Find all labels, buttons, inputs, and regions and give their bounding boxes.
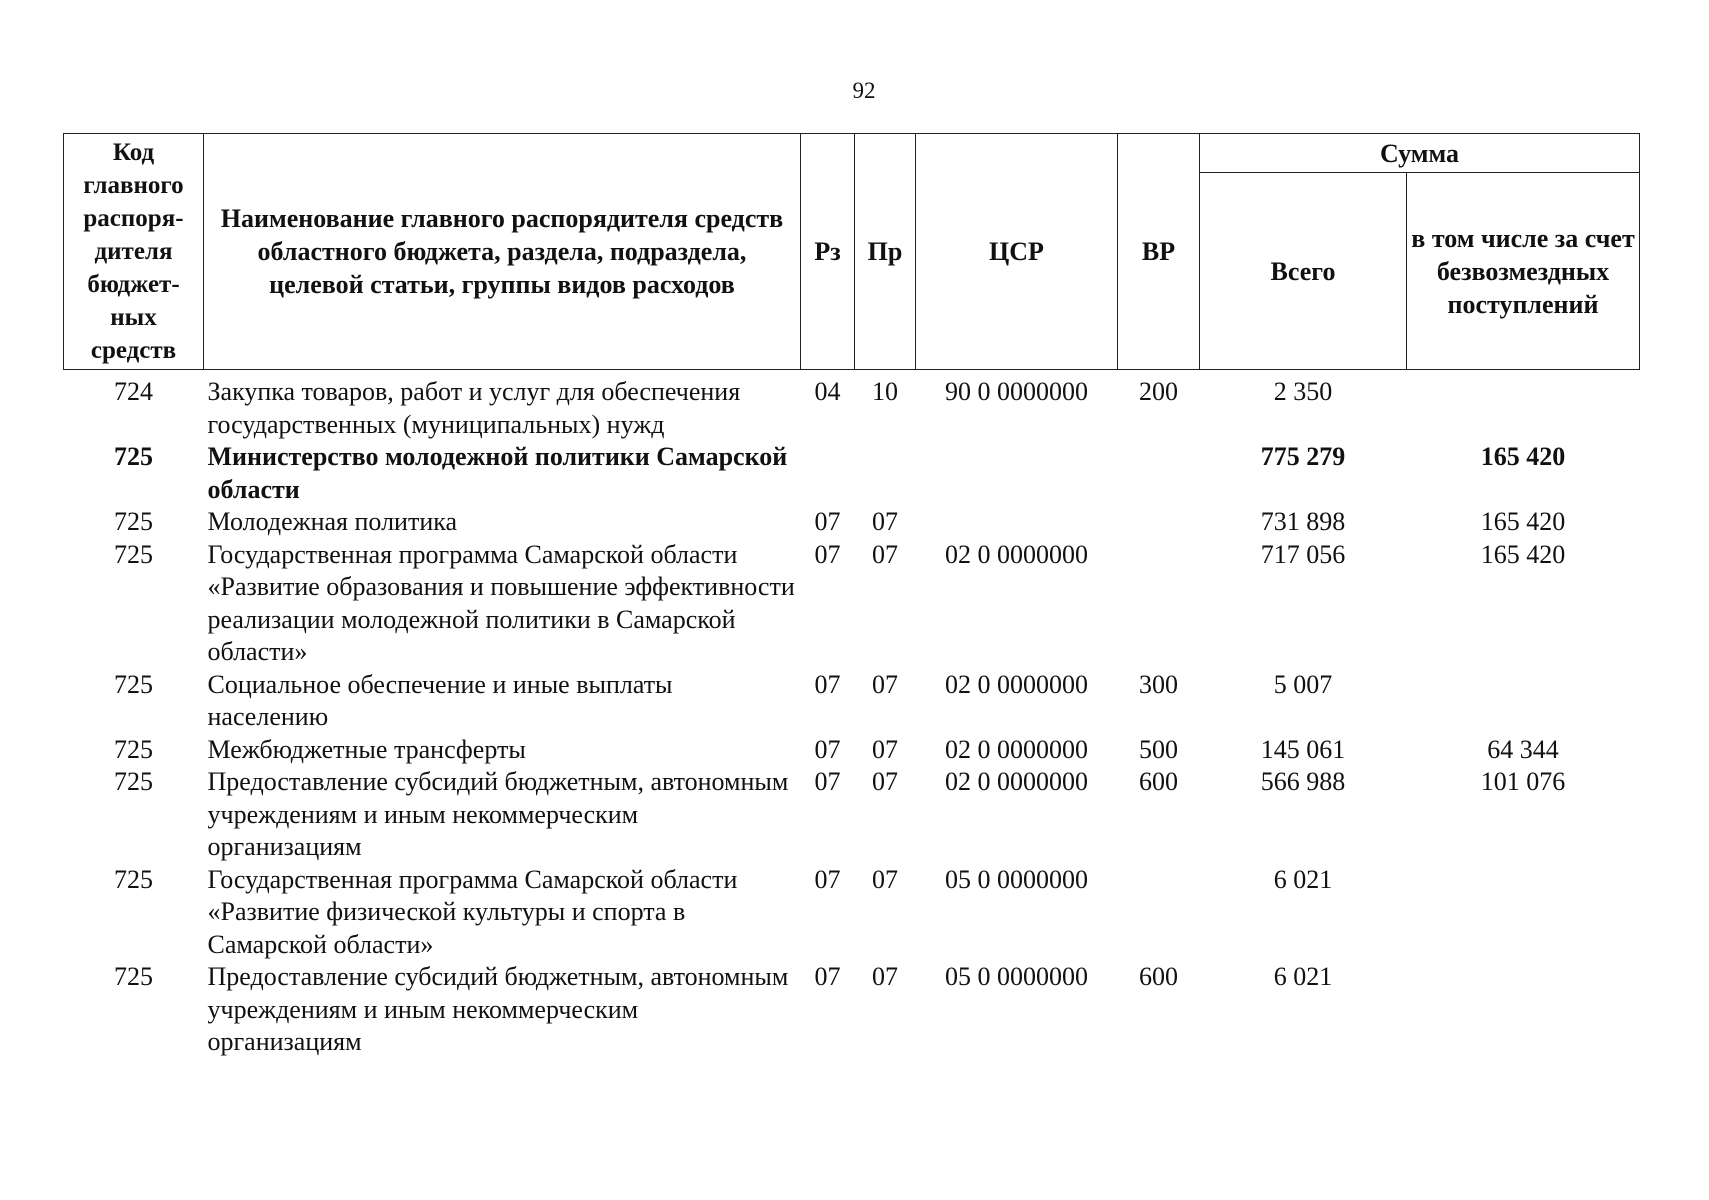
cell-csr: 05 0 0000000	[945, 962, 1088, 991]
cell-total: 731 898	[1260, 507, 1346, 536]
header-free: в том числе за счет безвозмездных поступлений	[1407, 173, 1640, 370]
table-row	[64, 539, 1640, 669]
cell-total: 717 056	[1260, 539, 1346, 569]
cell-rz	[801, 441, 855, 506]
header-total: Всего	[1200, 173, 1407, 370]
cell-rz: 07	[814, 962, 841, 991]
table-row	[64, 961, 1640, 1059]
cell-code: 725	[114, 507, 153, 536]
cell-code: 725	[114, 767, 153, 796]
header-code: Код главного распоря-дителя бюджет-ных средств	[64, 134, 204, 370]
cell-free: 64 344	[1487, 734, 1559, 764]
cell-code: 725	[114, 962, 153, 991]
cell-rz: 07	[814, 767, 841, 796]
table-row	[64, 441, 1640, 506]
cell-total: 145 061	[1260, 734, 1346, 764]
header-sum: Сумма	[1200, 134, 1640, 173]
cell-csr	[916, 441, 1118, 506]
header-rz: Рз	[801, 134, 855, 370]
cell-vr	[1118, 539, 1200, 669]
budget-table	[63, 133, 1640, 1059]
cell-rz: 07	[814, 539, 841, 569]
cell-free: 165 420	[1480, 442, 1566, 471]
header-name: Наименование главного распорядителя средств областного бюджета, раздела, подраздела, целевой статьи, группы видов расходов	[204, 134, 801, 370]
cell-code: 725	[114, 539, 153, 569]
cell-csr: 02 0 0000000	[945, 539, 1088, 569]
cell-vr	[1118, 441, 1200, 506]
table-row	[64, 734, 1640, 767]
cell-free	[1407, 864, 1640, 962]
cell-rz: 07	[814, 864, 841, 894]
cell-pr: 07	[872, 669, 898, 699]
cell-pr: 10	[872, 377, 898, 406]
cell-name: Социальное обеспечение и иные выплаты населению	[207, 669, 673, 731]
cell-csr	[916, 506, 1118, 539]
cell-name: Государственная программа Самарской области «Развитие физической культуры и спорта в Самарской области»	[207, 864, 738, 959]
cell-name: Молодежная политика	[207, 507, 458, 536]
cell-vr	[1118, 506, 1200, 539]
cell-pr: 07	[872, 864, 898, 894]
table-row	[64, 506, 1640, 539]
cell-free: 165 420	[1480, 539, 1566, 569]
header-pr: Пр	[855, 134, 916, 370]
cell-name: Предоставление субсидий бюджетным, автономным учреждениям и иным некоммерческим организациям	[207, 767, 789, 861]
cell-vr: 600	[1139, 962, 1178, 991]
cell-total: 775 279	[1260, 442, 1346, 471]
cell-csr: 02 0 0000000	[945, 734, 1088, 764]
cell-name: Государственная программа Самарской области «Развитие образования и повышение эффективности реализации молодежной политики в Самарской области»	[207, 539, 795, 666]
cell-total: 6 021	[1273, 864, 1333, 894]
cell-vr: 600	[1139, 767, 1178, 796]
cell-code: 725	[114, 734, 153, 764]
header-csr: ЦСР	[916, 134, 1118, 370]
cell-vr: 300	[1139, 669, 1178, 699]
cell-rz: 04	[814, 377, 841, 406]
cell-free	[1407, 961, 1640, 1059]
cell-pr: 07	[872, 734, 898, 764]
cell-csr: 02 0 0000000	[945, 669, 1088, 699]
cell-total: 5 007	[1273, 669, 1333, 699]
table-body	[64, 370, 1640, 1059]
cell-code: 724	[114, 377, 153, 406]
cell-name: Предоставление субсидий бюджетным, автономным учреждениям и иным некоммерческим организациям	[207, 962, 789, 1056]
cell-vr: 500	[1139, 734, 1178, 764]
cell-rz: 07	[814, 669, 841, 699]
cell-total: 6 021	[1273, 962, 1333, 991]
header-vr: ВР	[1118, 134, 1200, 370]
cell-free: 165 420	[1480, 507, 1566, 536]
cell-total: 2 350	[1273, 377, 1333, 406]
cell-csr: 90 0 0000000	[945, 377, 1088, 406]
cell-csr: 05 0 0000000	[945, 864, 1088, 894]
cell-free	[1407, 669, 1640, 734]
cell-code: 725	[114, 669, 153, 699]
table-row	[64, 669, 1640, 734]
cell-pr: 07	[872, 507, 898, 536]
cell-name: Закупка товаров, работ и услуг для обеспечения государственных (муниципальных) нужд	[207, 377, 741, 439]
cell-rz: 07	[814, 507, 841, 536]
cell-pr: 07	[872, 539, 898, 569]
table-row	[64, 864, 1640, 962]
cell-total: 566 988	[1260, 767, 1346, 796]
page-number: 92	[852, 78, 876, 103]
cell-code: 725	[114, 442, 153, 471]
cell-name: Межбюджетные трансферты	[207, 734, 526, 764]
cell-free: 101 076	[1480, 767, 1566, 796]
cell-pr: 07	[872, 767, 898, 796]
table-row	[64, 766, 1640, 864]
cell-vr	[1118, 864, 1200, 962]
cell-vr: 200	[1139, 377, 1178, 406]
cell-code: 725	[114, 864, 153, 894]
cell-rz: 07	[814, 734, 841, 764]
table-row	[64, 370, 1640, 442]
table-header	[64, 134, 1640, 370]
cell-free	[1407, 370, 1640, 442]
cell-pr: 07	[872, 962, 898, 991]
cell-name: Министерство молодежной политики Самарской области	[207, 442, 788, 504]
cell-pr	[855, 441, 916, 506]
cell-csr: 02 0 0000000	[945, 767, 1088, 796]
